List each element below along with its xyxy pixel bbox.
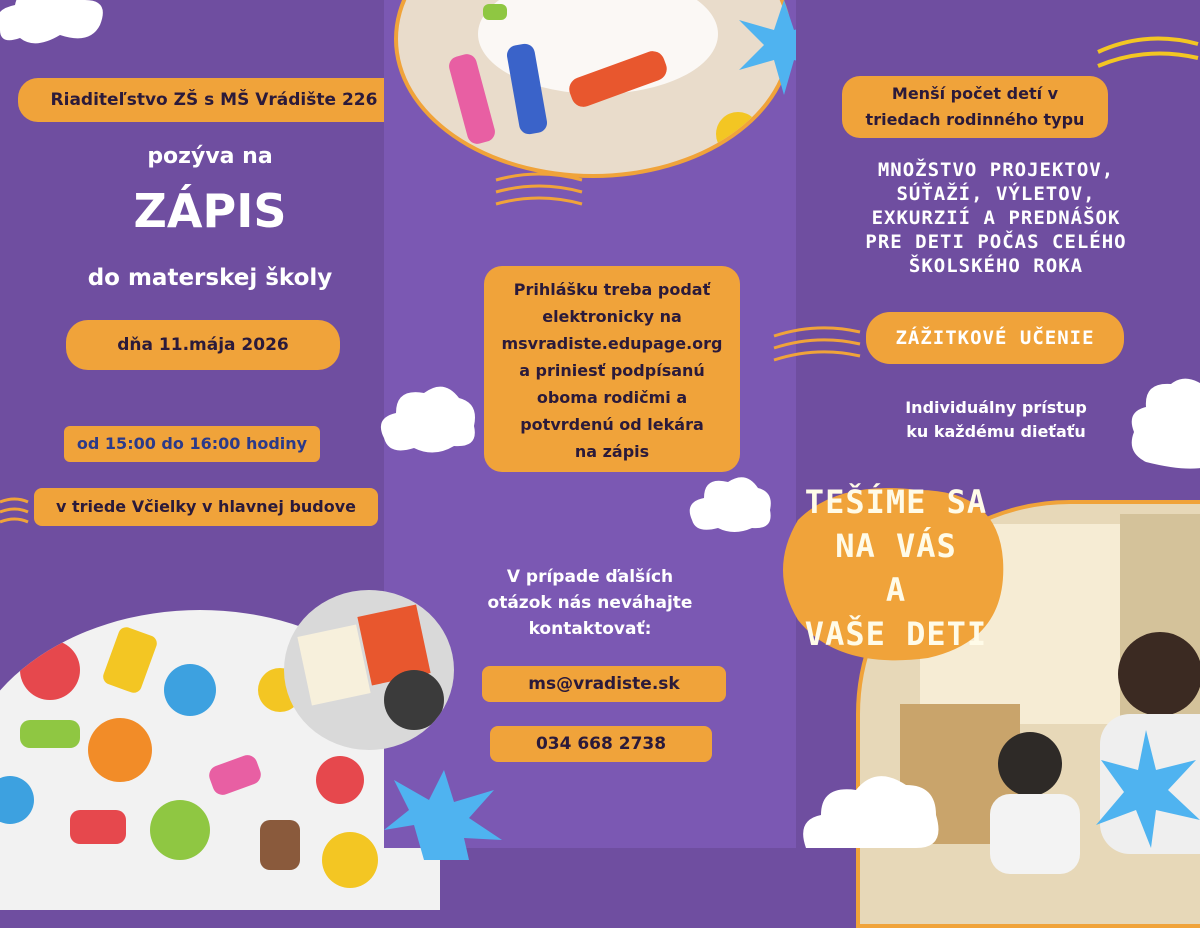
squiggle-lines [1096,30,1200,80]
cloud-decoration [0,0,110,50]
projects-line: ŠKOLSKÉHO ROKA [908,255,1084,277]
date-pill [66,320,340,370]
application-line: Prihlášku treba podať [513,280,711,299]
contact-intro [440,564,740,642]
school-header-pill [18,78,410,122]
closing-line: NA VÁS [835,527,957,565]
projects-line: EXKURZIÍ A PREDNÁŠOK [871,207,1121,229]
cloud-decoration [374,378,480,458]
cloud-decoration [684,470,774,536]
application-box [484,266,740,472]
closing-text [776,480,1016,656]
middle-panel [384,0,796,848]
small-classes-line: Menší počet detí v [891,84,1059,103]
cloud-decoration [796,760,946,850]
projects-line: PRE DETI POČAS CELÉHO [865,231,1127,253]
application-line: potvrdenú od lekára [520,415,704,434]
invites-text: pozýva na [147,144,273,169]
application-line: elektronicky na [542,307,682,326]
experiential-pill [866,312,1124,364]
enrollment-time: od 15:00 do 16:00 hodiny [76,434,308,453]
application-url[interactable]: msvradiste.edupage.org [501,334,723,353]
subtitle: do materskej školy [87,265,333,291]
small-classes-pill [842,76,1108,138]
application-line: na zápis [574,442,650,461]
place-pill [34,488,378,526]
projects-line: SÚŤAŽÍ, VÝLETOV, [896,183,1096,205]
contact-phone[interactable]: 034 668 2738 [535,734,667,754]
blue-splash [1096,730,1200,848]
projects-text [836,158,1156,278]
small-classes-line: triedach rodinného typu [865,110,1085,129]
closing-line: VAŠE DETI [804,615,988,653]
individual-line: Individuálny prístup [905,398,1087,417]
enrollment-place: v triede Včielky v hlavnej budove [55,497,357,516]
squiggle-lines [0,494,30,534]
experiential-learning: ZÁŽITKOVÉ UČENIE [895,327,1095,349]
projects-line: MNOŽSTVO PROJEKTOV, [877,159,1115,181]
contact-intro-line: otázok nás neváhajte [487,593,693,613]
application-line: a priniesť podpísanú [519,361,705,380]
individual-text [836,396,1156,444]
squiggle-lines [494,168,584,218]
main-title: ZÁPIS [133,184,287,238]
cloud-decoration [1126,372,1200,472]
school-name: Riaditeľstvo ZŠ s MŠ Vrádište 226 [50,90,378,110]
time-pill [64,426,320,462]
individual-line: ku každému dieťaťu [906,422,1086,441]
contact-email[interactable]: ms@vradiste.sk [528,674,680,694]
squiggle-lines [772,322,862,368]
enrollment-date: dňa 11.mája 2026 [117,335,289,355]
right-panel [796,0,1200,848]
blue-splash [384,770,504,860]
closing-line: TEŠÍME SA [804,483,988,521]
crayons-photo [394,0,792,178]
book-reading-photo [284,590,454,750]
contact-intro-line: V prípade ďalších [506,567,674,587]
contact-intro-line: kontaktovať: [528,619,652,639]
application-line: oboma rodičmi a [536,388,688,407]
phone-pill[interactable] [490,726,712,762]
closing-line: A [885,571,907,609]
email-pill[interactable] [482,666,726,702]
